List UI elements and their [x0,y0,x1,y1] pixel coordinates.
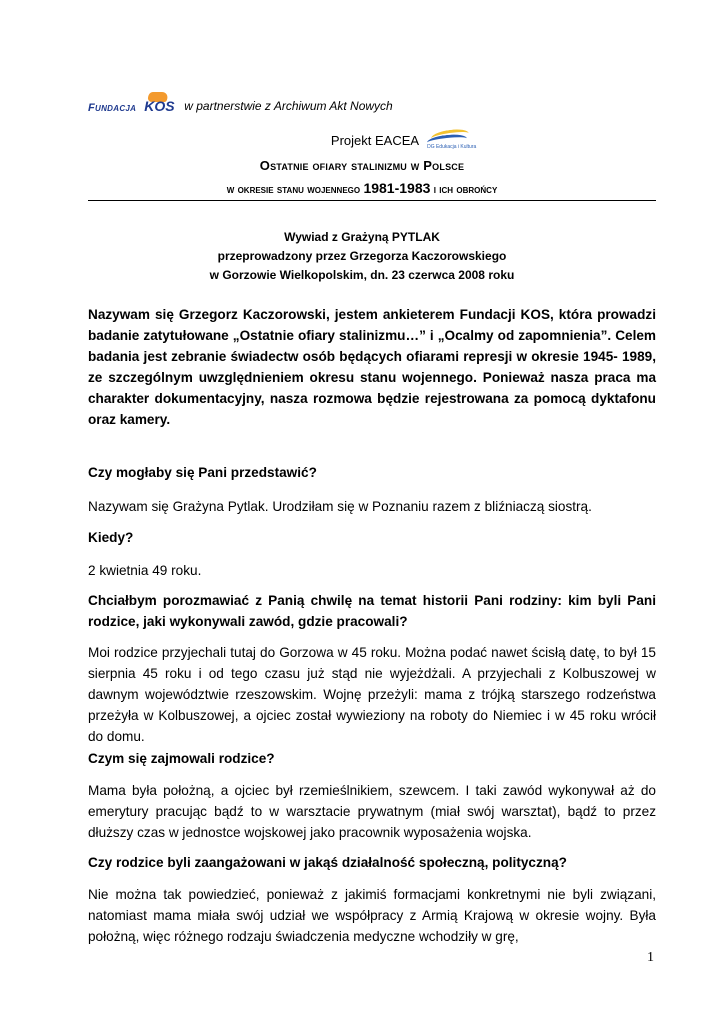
question: Chciałbym porozmawiać z Panią chwilę na temat historii Pani rodziny: kim byli Pani rodzice, jaki wykonywali zawód, gdzie pracowali? [88,593,656,629]
partner-text: w partnerstwie z Archiwum Akt Nowych [184,99,393,113]
document-title-line1: Ostatnie ofiary stalinizmu w Polsce [259,158,465,173]
answer: Mama była położną, a ojciec był rzemieślnikiem, szewcem. I taki zawód wykonywał aż do emerytury pracując bądź to w warsztacie prywatnym (miał swój warsztat), bądź to przez dłuższy czas w jednostce wojskowej jako pracownik wyposażenia wojska. [88,783,656,840]
fundacja-wordmark: Fundacja [88,102,137,114]
title-divider [88,200,656,201]
answer: Moi rodzice przyjechali tutaj do Gorzowa w 45 roku. Można podać nawet ścisłą datę, to był 15 sierpnia 45 roku i od tego czasu już stąd nie wyjeżdżali. A przyjechali z Kolbuszowej w dawnym województwie rzeszowskim. Wojnę przeżyli: mama z trójką starszego rodzeństwa przeżyła w Kolbuszowej, a ojciec został wywieziony na roboty do Niemiec i w 45 roku wrócił do domu. [88,645,656,744]
intro-statement [88,304,656,430]
interview-intro [0,228,724,285]
intro-line: Wywiad z Grażyną PYTLAK [284,230,440,244]
page-number: 1 [647,950,654,965]
answer: Nazywam się Grażyna Pytlak. Urodziłam się w Poznaniu razem z bliźniaczą siostrą. [88,499,592,514]
intro-line: przeprowadzony przez Grzegorza Kaczorowskiego [217,249,507,263]
question: Czy mogłaby się Pani przedstawić? [88,465,317,480]
question: Kiedy? [88,530,134,545]
project-label: Projekt EACEA [330,132,420,148]
eacea-logo-icon: DG Edukacja i Kultura [425,128,473,152]
answer: 2 kwietnia 49 roku. [88,563,202,578]
question: Czy rodzice byli zaangażowani w jakąś działalność społeczną, polityczną? [88,855,567,870]
document-title-line2: w okresie stanu wojennego 1981-1983 i ich obrońcy [226,180,498,196]
project-line [0,128,724,152]
paragraph: Nazywam się Grzegorz Kaczorowski, jestem ankieterem Fundacji KOS, która prowadzi badanie zatytułowane „Ostatnie ofiary stalinizmu…” i „Ocalmy od zapomnienia”. Celem badania jest zebranie świadectw osób będących ofiarami represji w okresie 1945- 1989, ze szczególnym uwzględnieniem okresu stanu wojennego. Ponieważ nasza praca ma charakter dokumentacyjny, nasza rozmowa będzie rejestrowana za pomocą dyktafonu oraz kamery. [88,307,656,427]
answer: Nie można tak powiedzieć, ponieważ z jakimiś formacjami konkretnymi nie byli związani, natomiast mama miała swój udział we współpracy z Armią Krajową w okresie wojny. Była położną, więc różnego rodzaju świadczenia medyczne wchodziły w grę, [88,887,656,944]
intro-line: w Gorzowie Wielkopolskim, dn. 23 czerwca 2008 roku [209,268,515,282]
question: Czym się zajmowali rodzice? [88,751,275,766]
kos-logo-icon: KOS [138,92,176,114]
header-logos [88,92,393,114]
